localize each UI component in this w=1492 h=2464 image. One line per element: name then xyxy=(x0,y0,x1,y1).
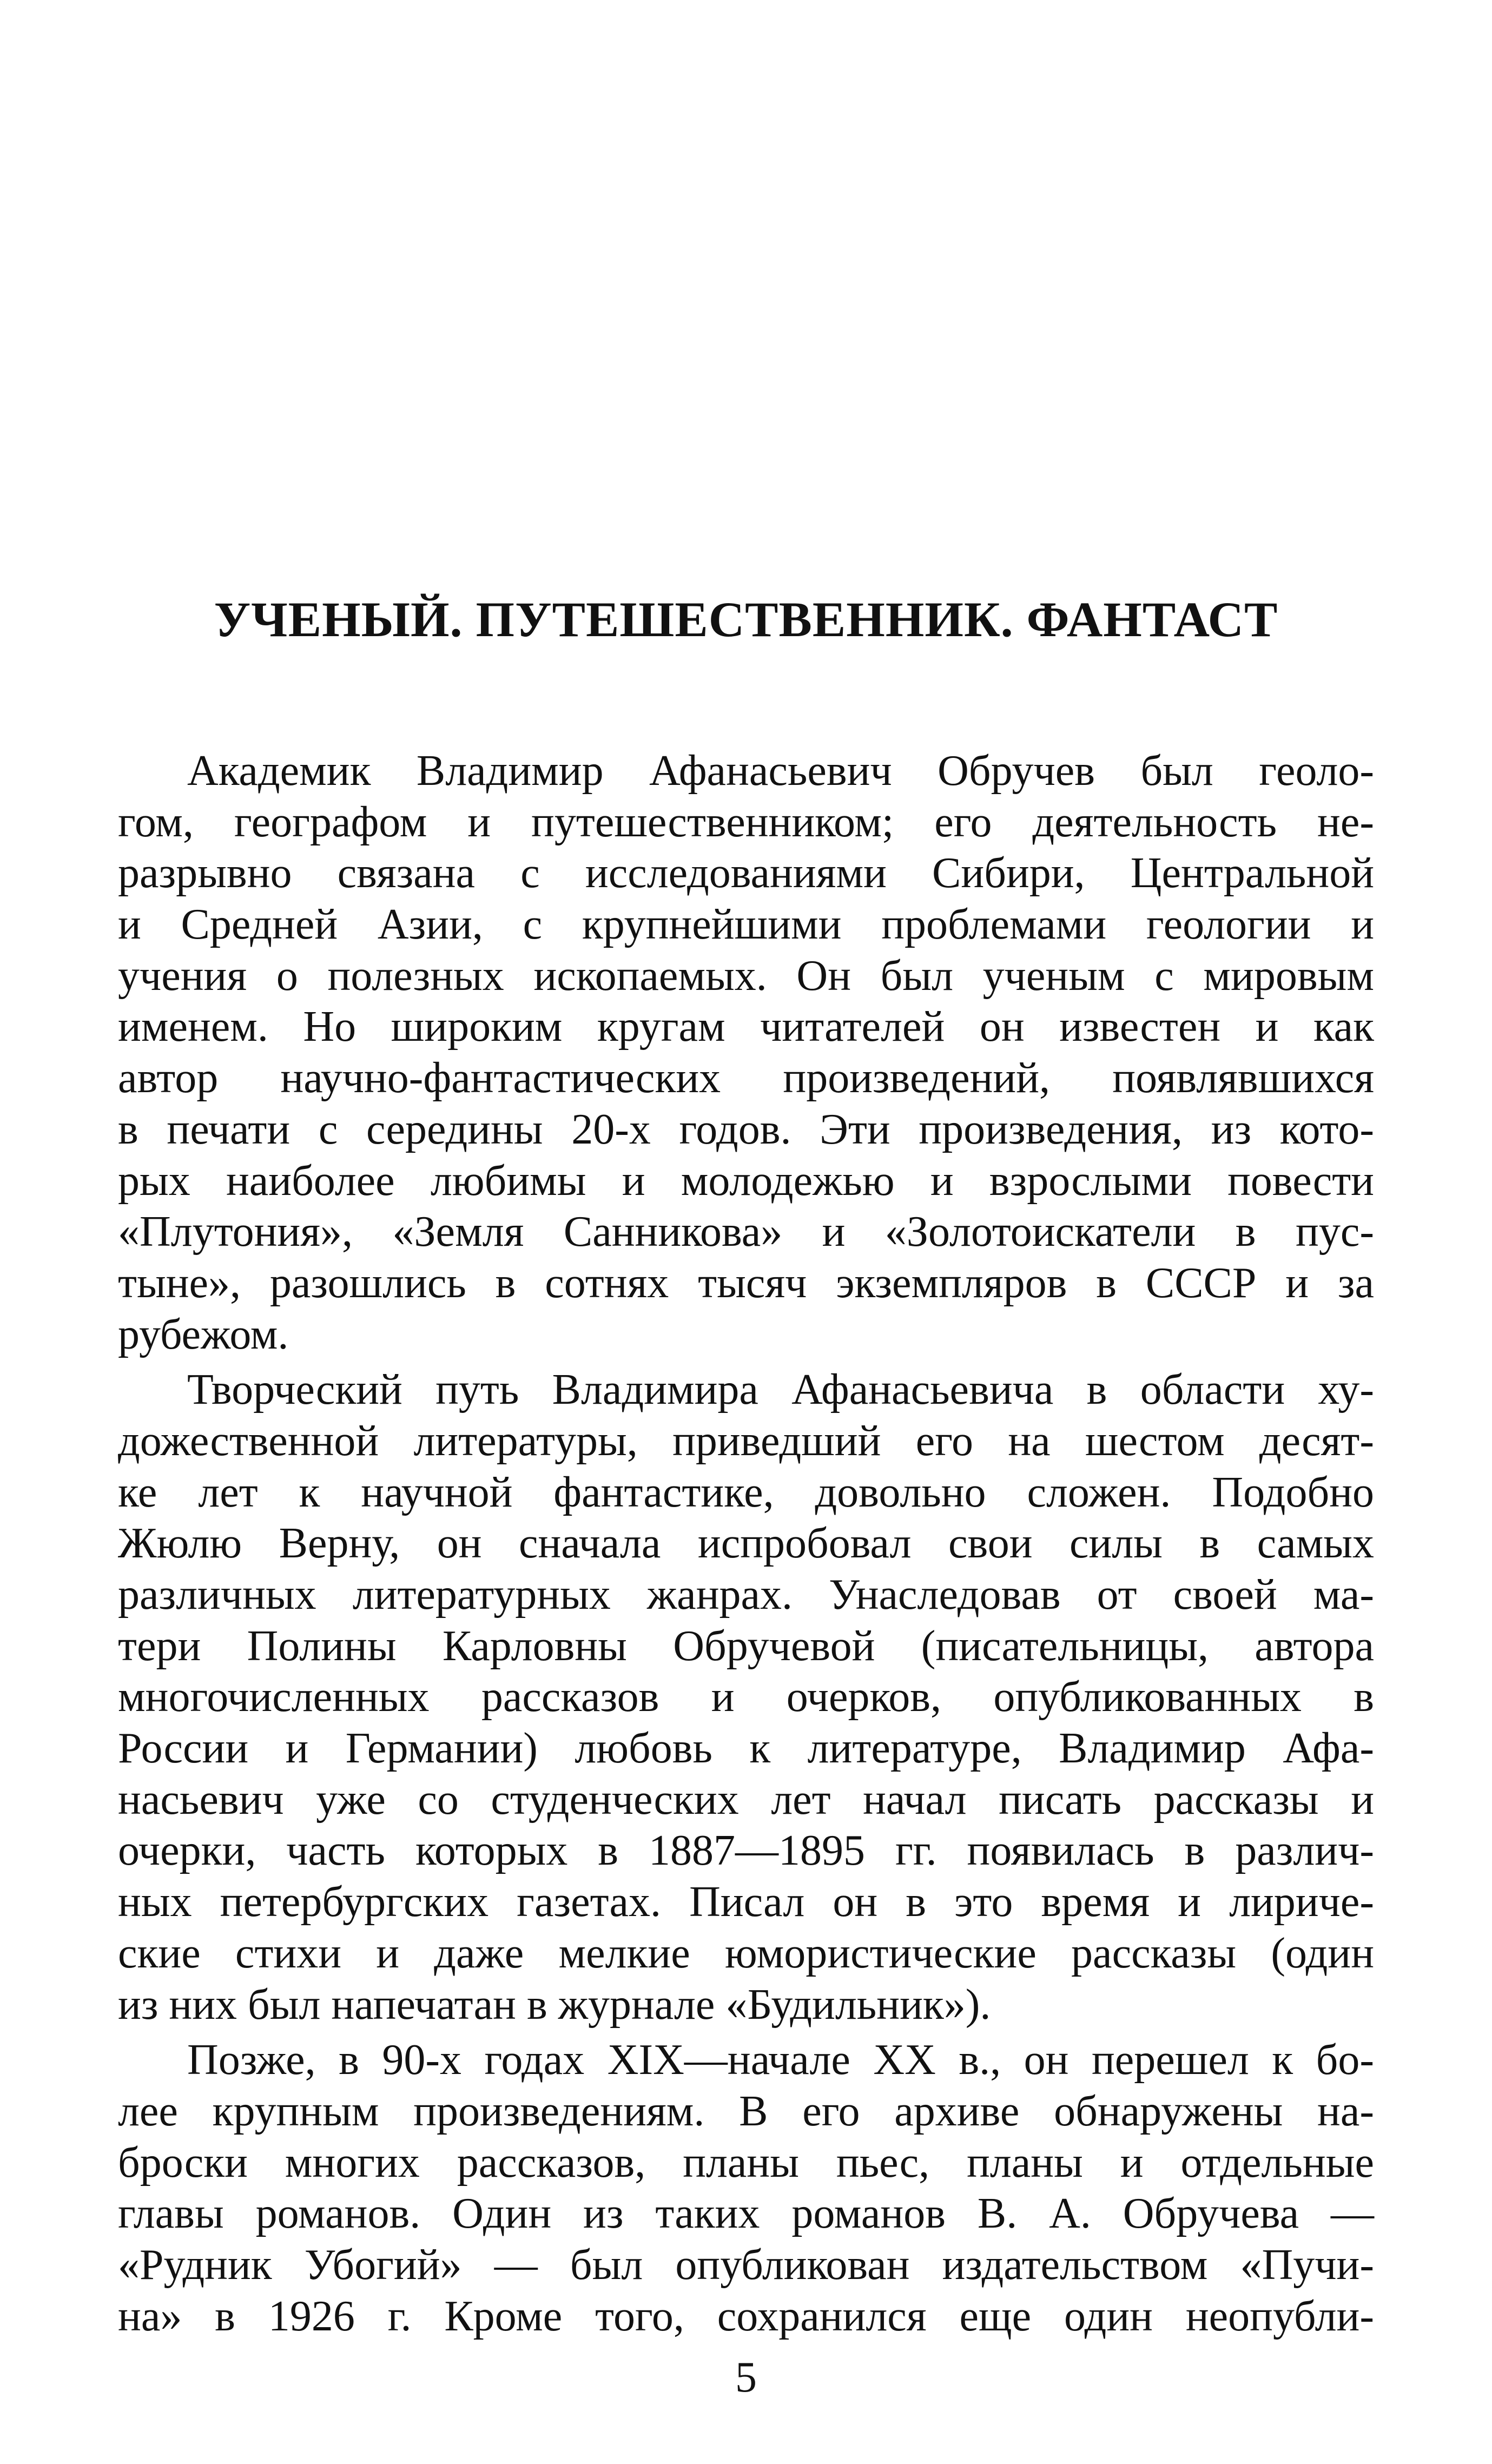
text-line: тери Полины Карловны Обручевой (писательницы, автора xyxy=(118,1622,1374,1670)
page-number: 5 xyxy=(735,2354,757,2401)
paragraph-2 xyxy=(118,1364,1374,2030)
text-line: рубежом. xyxy=(118,1310,289,1358)
paragraph-gap xyxy=(118,1360,1374,1364)
text-line: многочисленных рассказов и очерков, опубликованных в xyxy=(118,1673,1374,1721)
text-line: ке лет к научной фантастике, довольно сложен. Подобно xyxy=(118,1468,1374,1516)
text-line: Творческий путь Владимира Афанасьевича в области ху- xyxy=(187,1366,1374,1414)
text-line: главы романов. Один из таких романов В. А. Обручева — xyxy=(118,2190,1374,2238)
text-line: броски многих рассказов, планы пьес, планы и отдельные xyxy=(118,2138,1374,2186)
text-line: лее крупным произведениям. В его архиве обнаружены на- xyxy=(118,2087,1374,2135)
text-line: «Рудник Убогий» — был опубликован издательством «Пучи- xyxy=(118,2241,1374,2289)
text-line: «Плутония», «Земля Санникова» и «Золотоискатели в пус- xyxy=(118,1208,1374,1256)
text-line: учения о полезных ископаемых. Он был ученым с мировым xyxy=(118,952,1374,1000)
text-line: Позже, в 90-х годах XIX—начале XX в., он перешел к бо- xyxy=(187,2036,1374,2084)
text-line: в печати с середины 20-х годов. Эти произведения, из кото- xyxy=(118,1105,1374,1153)
text-line: гом, географом и путешественником; его деятельность не- xyxy=(118,798,1374,846)
text-line: тыне», разошлись в сотнях тысяч экземпляров в СССР и за xyxy=(118,1259,1374,1307)
text-line: именем. Но широким кругам читателей он известен и как xyxy=(118,1003,1374,1051)
text-line: на» в 1926 г. Кроме того, сохранился еще один неопубли- xyxy=(118,2292,1374,2340)
text-line: различных литературных жанрах. Унаследовав от своей ма- xyxy=(118,1571,1374,1619)
text-line: дожественной литературы, приведший его на шестом десят- xyxy=(118,1417,1374,1465)
text-line: Жюлю Верну, он сначала испробовал свои силы в самых xyxy=(118,1520,1374,1568)
text-line: ных петербургских газетах. Писал он в это время и лириче- xyxy=(118,1878,1374,1926)
text-line: разрывно связана с исследованиями Сибири, Центральной xyxy=(118,849,1374,897)
paragraph-1 xyxy=(118,745,1374,1360)
text-line: ские стихи и даже мелкие юмористические рассказы (один xyxy=(118,1929,1374,1977)
body-text xyxy=(118,745,1374,2342)
text-line: и Средней Азии, с крупнейшими проблемами геологии и xyxy=(118,901,1374,949)
text-line: очерки, часть которых в 1887—1895 гг. появилась в различ- xyxy=(118,1827,1374,1875)
chapter-title: УЧЕНЫЙ. ПУТЕШЕСТВЕННИК. ФАНТАСТ xyxy=(214,592,1278,647)
text-line: Академик Владимир Афанасьевич Обручев был геоло- xyxy=(187,747,1374,795)
text-line: автор научно-фантастических произведений, появлявшихся xyxy=(118,1054,1374,1102)
text-line: из них был напечатан в журнале «Будильник»). xyxy=(118,1980,991,2029)
paragraph-gap xyxy=(118,2030,1374,2034)
text-line: насьевич уже со студенческих лет начал писать рассказы и xyxy=(118,1775,1374,1824)
paragraph-3 xyxy=(118,2034,1374,2342)
text-line: России и Германии) любовь к литературе, Владимир Афа- xyxy=(118,1725,1374,1773)
text-line: рых наиболее любимы и молодежью и взрослыми повести xyxy=(118,1157,1374,1205)
